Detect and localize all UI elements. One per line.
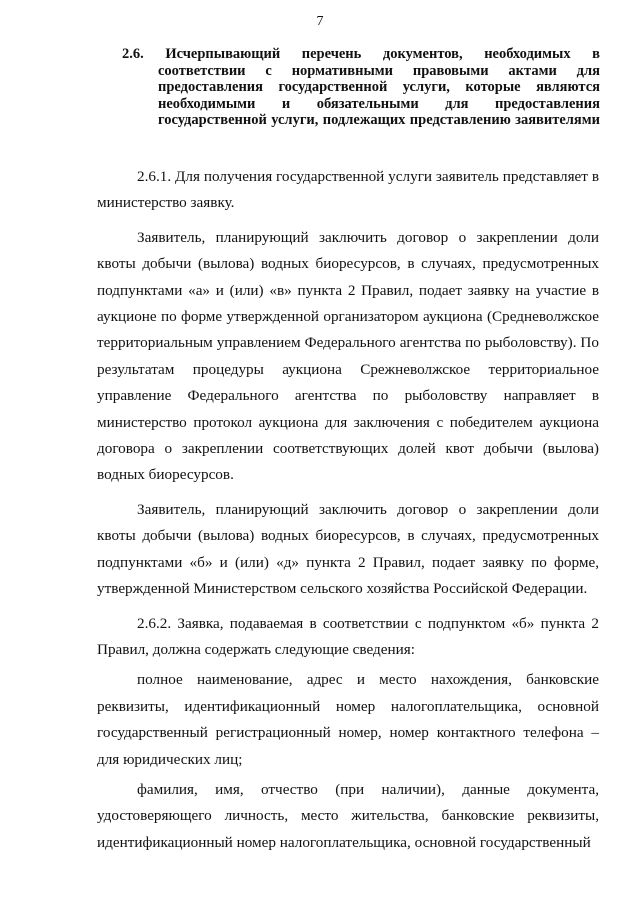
section-heading: 2.6. Исчерпывающий перечень документов, необходимых в соответствии с нормативными правовыми актами для предоставления государственной услуги, которые являются необходимыми и обязательными для предоставления государственной услуги, подлежащих представлению заявителями — [122, 46, 600, 128]
paragraph: полное наименование, адрес и место нахождения, банковские реквизиты, идентификационный номер налогоплательщика, основной государственный регистрационный номер, номер контактного телефона – для юридических лиц; — [97, 671, 599, 768]
paragraph: Заявитель, планирующий заключить договор о закреплении доли квоты добычи (вылова) водных биоресурсов, в случаях, предусмотренных подпунктами «а» и (или) «в» пункта 2 Правил, подает заявку на участие в аукционе по форме утвержденной организатором аукциона (Средневолжское территориальным управлением Федерального агентства по рыболовству). По результатам процедуры аукциона Срежневолжское территориальное управление Федерального агентства по рыболовству направляет в министерство протокол аукциона для заключения с победителем аукциона договора о закреплении соответствующих долей квот добычи (вылова) водных биоресурсов. — [97, 228, 599, 484]
document-body — [97, 164, 599, 864]
paragraph: 2.6.1. Для получения государственной услуги заявитель представляет в министерство заявку. — [97, 168, 599, 212]
paragraph: 2.6.2. Заявка, подаваемая в соответствии с подпунктом «б» пункта 2 Правил, должна содержать следующие сведения: — [97, 614, 599, 658]
paragraph: фамилия, имя, отчество (при наличии), данные документа, удостоверяющего личность, место жительства, банковские реквизиты, идентификационный номер налогоплательщика, основной государственный — [97, 780, 599, 851]
page-number: 7 — [316, 14, 324, 29]
paragraph: Заявитель, планирующий заключить договор о закреплении доли квоты добычи (вылова) водных биоресурсов, в случаях, предусмотренных подпунктами «б» и (или) «д» пункта 2 Правил, подает заявку по форме, утвержденной Министерством сельского хозяйства Российской Федерации. — [97, 500, 599, 598]
